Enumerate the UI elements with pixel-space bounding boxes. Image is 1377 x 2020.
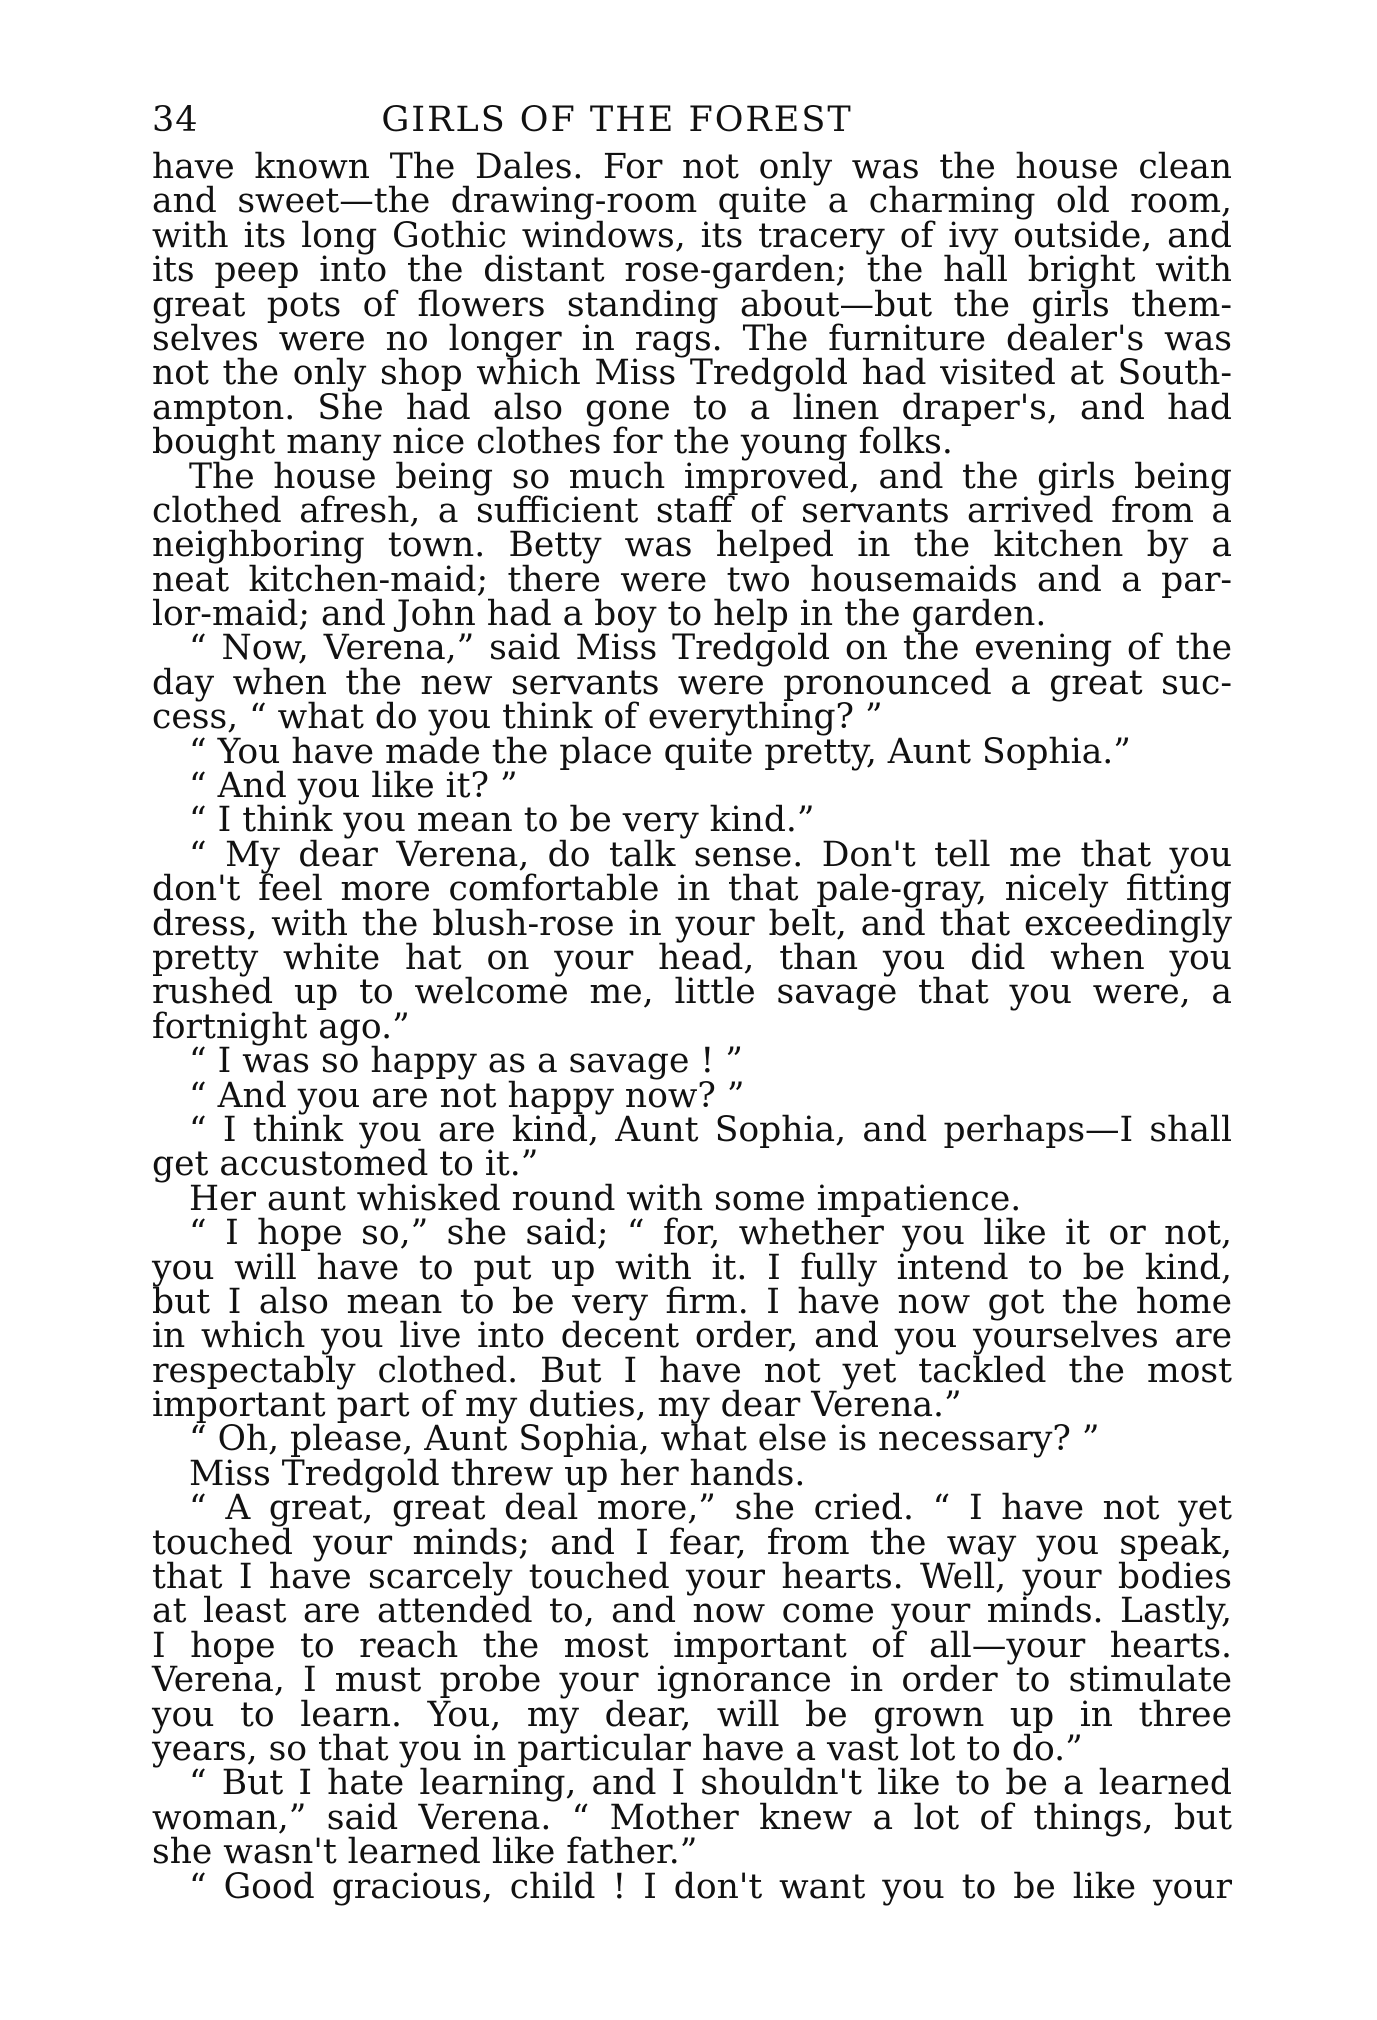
text-line: respectably clothed. But I have not yet tackled the most	[152, 1350, 1232, 1391]
text-line: Verena, I must probe your ignorance in order to stimulate	[152, 1660, 1232, 1701]
text-line: neat kitchen-maid; there were two housemaids and a par-	[152, 559, 1232, 600]
text-line: that I have scarcely touched your hearts. Well, your bodies	[152, 1557, 1232, 1598]
text-line: rushed up to welcome me, little savage that you were, a	[152, 972, 1232, 1013]
text-line: “ You have made the place quite pretty, Aunt Sophia.”	[189, 731, 1131, 772]
text-line: you to learn. You, my dear, will be grown up in three	[152, 1694, 1232, 1735]
body-text	[152, 147, 1232, 1907]
text-line: “ Good gracious, child ! I don't want you to be like your	[189, 1866, 1232, 1907]
text-line: cess, “ what do you think of everything? ”	[152, 697, 883, 738]
text-line: woman,” said Verena. “ Mother knew a lot of things, but	[152, 1797, 1232, 1838]
text-line: bought many nice clothes for the young folks.	[152, 422, 953, 463]
text-line: “ I think you mean to be very kind.”	[189, 800, 815, 841]
text-line: have known The Dales. For not only was the house clean	[152, 147, 1232, 187]
text-line: but I also mean to be very firm. I have now got the home	[152, 1281, 1232, 1322]
text-line: The house being so much improved, and the girls being	[189, 456, 1232, 497]
text-line: its peep into the distant rose-garden; the hall bright with	[152, 250, 1232, 291]
text-line: at least are attended to, and now come your minds. Lastly,	[152, 1591, 1232, 1632]
text-line: neighboring town. Betty was helped in the kitchen by a	[152, 525, 1232, 566]
text-line: “ I think you are kind, Aunt Sophia, and perhaps—I shall	[189, 1109, 1232, 1150]
text-line: clothed afresh, a sufficient staff of servants arrived from a	[152, 490, 1232, 531]
text-line: years, so that you in particular have a vast lot to do.”	[152, 1728, 1083, 1769]
text-line: “ My dear Verena, do talk sense. Don't tell me that you	[189, 834, 1232, 875]
text-line: get accustomed to it.”	[152, 1144, 539, 1185]
running-title: GIRLS OF THE FOREST	[381, 100, 853, 140]
text-line: not the only shop which Miss Tredgold had visited at South-	[152, 353, 1232, 394]
text-line: and sweet—the drawing-room quite a charming old room,	[152, 181, 1232, 222]
text-line: fortnight ago.”	[152, 1006, 410, 1047]
text-line: dress, with the blush-rose in your belt, and that exceedingly	[152, 903, 1232, 944]
text-line: “ I was so happy as a savage ! ”	[189, 1041, 743, 1082]
text-line: “ And you are not happy now? ”	[189, 1075, 745, 1116]
text-line: great pots of flowers standing about—but the girls them-	[152, 284, 1232, 325]
text-line: selves were no longer in rags. The furniture dealer's was	[152, 318, 1232, 359]
text-line: day when the new servants were pronounced a great suc-	[152, 662, 1232, 703]
page-number: 34	[152, 100, 199, 140]
text-line: I hope to reach the most important of all—your hearts.	[152, 1625, 1232, 1666]
text-line: Her aunt whisked round with some impatience.	[189, 1178, 1022, 1219]
text-line: “ Oh, please, Aunt Sophia, what else is necessary? ”	[189, 1419, 1100, 1460]
running-header	[152, 100, 1232, 150]
text-line: with its long Gothic windows, its tracery of ivy outside, and	[152, 215, 1232, 256]
text-line: “ A great, great deal more,” she cried. “ I have not yet	[189, 1488, 1232, 1529]
text-line: “ Now, Verena,” said Miss Tredgold on the evening of the	[189, 628, 1232, 669]
text-line: important part of my duties, my dear Verena.”	[152, 1385, 962, 1426]
text-line: touched your minds; and I fear, from the way you speak,	[152, 1522, 1232, 1563]
text-line: don't feel more comfortable in that pale-gray, nicely fitting	[152, 869, 1232, 910]
text-line: you will have to put up with it. I fully intend to be kind,	[152, 1247, 1232, 1288]
text-line: “ And you like it? ”	[189, 766, 518, 807]
text-line: “ But I hate learning, and I shouldn't like to be a learned	[189, 1763, 1232, 1804]
text-line: she wasn't learned like father.”	[152, 1832, 698, 1873]
text-line: lor-maid; and John had a boy to help in the garden.	[152, 594, 1047, 635]
text-line: in which you live into decent order, and you yourselves are	[152, 1316, 1232, 1357]
text-line: ampton. She had also gone to a linen draper's, and had	[152, 387, 1232, 428]
text-line: pretty white hat on your head, than you did when you	[152, 937, 1232, 978]
text-line: “ I hope so,” she said; “ for, whether you like it or not,	[189, 1213, 1232, 1254]
text-line: Miss Tredgold threw up her hands.	[189, 1453, 806, 1494]
book-page	[152, 100, 1232, 1907]
